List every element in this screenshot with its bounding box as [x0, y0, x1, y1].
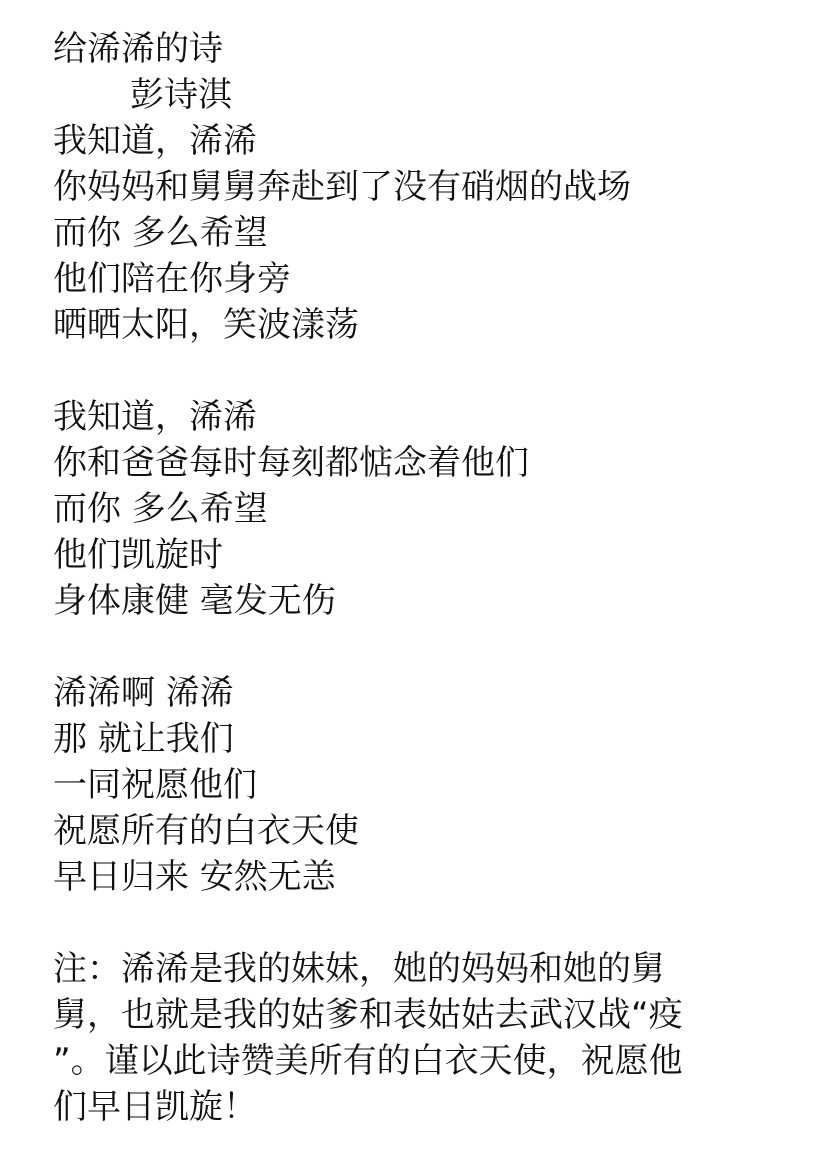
poem-line: 祝愿所有的白衣天使 — [53, 811, 359, 851]
poem-line: 那 就让我们 — [53, 719, 234, 759]
stanza-3 — [53, 670, 773, 900]
poem-line: 晒晒太阳，笑波漾荡 — [53, 305, 359, 345]
author-note — [53, 946, 773, 1130]
note-line: 舅，也就是我的姑爹和表姑姑去武汉战“疫 — [53, 995, 683, 1035]
note-line: 们早日凯旋！ — [53, 1087, 257, 1127]
stanza-gap — [53, 900, 773, 946]
poem-line: 我知道，浠浠 — [53, 397, 257, 437]
poem-author: 彭诗淇 — [130, 75, 232, 115]
note-line: 注：浠浠是我的妹妹，她的妈妈和她的舅 — [53, 949, 665, 989]
poem-line: 而你 多么希望 — [53, 213, 268, 253]
stanza-2 — [53, 394, 773, 624]
poem-document — [53, 26, 773, 1130]
poem-line: 你和爸爸每时每刻都惦念着他们 — [53, 443, 529, 483]
stanza-gap — [53, 624, 773, 670]
poem-line: 他们凯旋时 — [53, 535, 223, 575]
poem-title: 给浠浠的诗 — [53, 29, 223, 69]
poem-line: 他们陪在你身旁 — [53, 259, 291, 299]
poem-line: 你妈妈和舅舅奔赴到了没有硝烟的战场 — [53, 167, 631, 207]
note-line: ”。谨以此诗赞美所有的白衣天使，祝愿他 — [53, 1041, 683, 1081]
poem-line: 浠浠啊 浠浠 — [53, 673, 234, 713]
poem-line: 我知道，浠浠 — [53, 121, 257, 161]
poem-line: 身体康健 毫发无伤 — [53, 581, 336, 621]
poem-line: 早日归来 安然无恙 — [53, 857, 336, 897]
poem-line: 而你 多么希望 — [53, 489, 268, 529]
stanza-1 — [53, 118, 773, 348]
poem-line: 一同祝愿他们 — [53, 765, 257, 805]
stanza-gap — [53, 348, 773, 394]
